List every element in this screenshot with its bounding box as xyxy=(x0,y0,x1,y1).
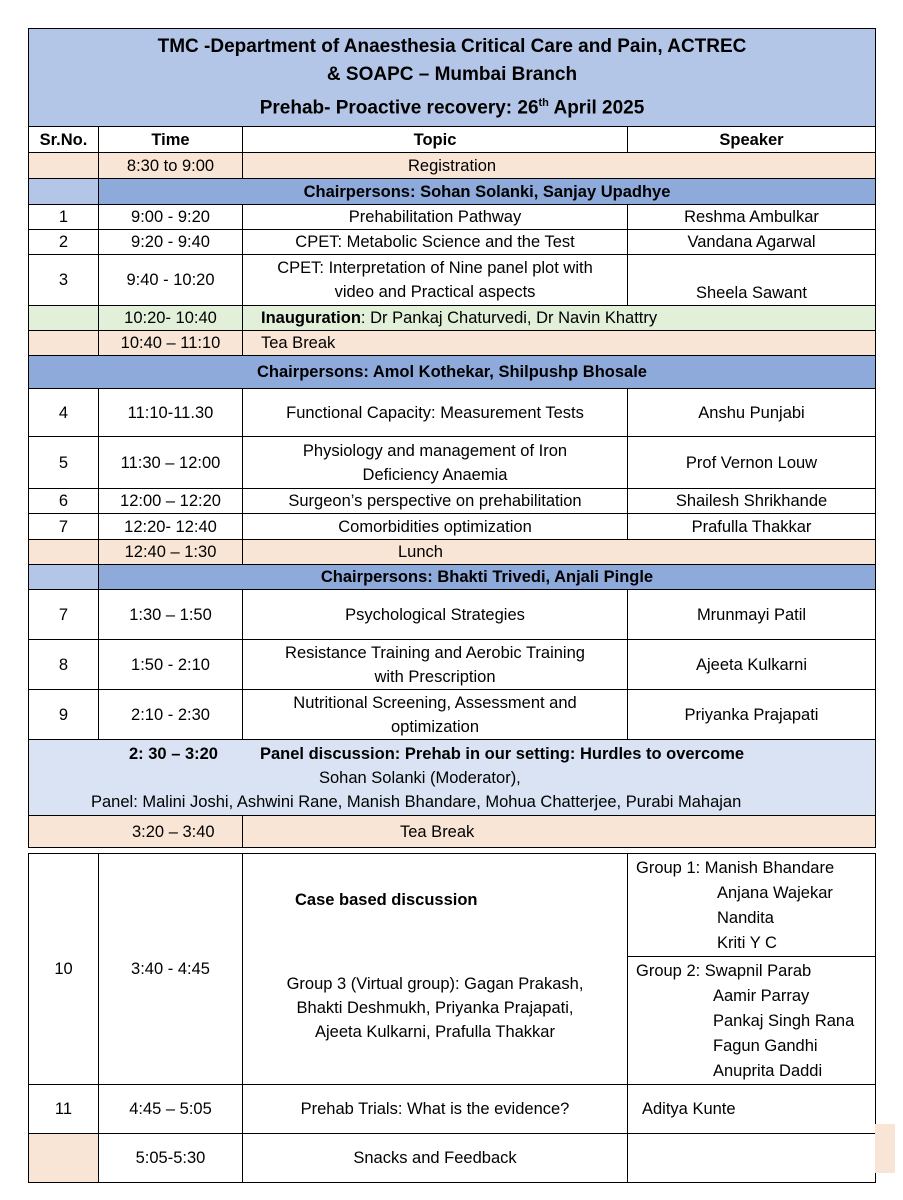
column-header-row xyxy=(29,127,876,153)
chairpersons-1: Chairpersons: Sohan Solanki, Sanjay Upadhye xyxy=(99,179,876,205)
lunch-time: 12:40 – 1:30 xyxy=(99,540,243,565)
table-row: 5 11:30 – 12:00 Physiology and management of Iron Deficiency Anaemia Prof Vernon Louw xyxy=(29,437,876,489)
tea-break-label: Tea Break xyxy=(243,331,876,356)
table-row: 7 1:30 – 1:50 Psychological Strategies Mrunmayi Patil xyxy=(29,590,876,640)
lunch-label: Lunch xyxy=(243,540,876,565)
snacks-row xyxy=(29,1134,876,1183)
group2: Group 2: Swapnil Parab Aamir Parray Pankaj Singh Rana Fagun Gandhi Anuprita Daddi xyxy=(628,957,876,1085)
snacks-time: 5:05-5:30 xyxy=(99,1134,243,1183)
panel-time: 2: 30 – 3:20 xyxy=(129,744,218,763)
table-row: 9 2:10 - 2:30 Nutritional Screening, Assessment and optimization Priyanka Prajapati xyxy=(29,690,876,740)
panel-discussion-row xyxy=(29,740,876,816)
table-row: 6 12:00 – 12:20 Surgeon’s perspective on prehabilitation Shailesh Shrikhande xyxy=(29,489,876,514)
registration-label: Registration xyxy=(243,153,876,179)
header-row xyxy=(29,29,876,127)
col-topic: Topic xyxy=(243,127,628,153)
case-topic: Case based discussion Group 3 (Virtual group): Gagan Prakash, Bhakti Deshmukh, Priyanka Prajapati, Ajeeta Kulkarni, Prafulla Thakkar xyxy=(243,854,628,1085)
case-row-group1 xyxy=(29,854,876,957)
case-title: Case based discussion xyxy=(295,891,478,910)
table-row: 11 4:45 – 5:05 Prehab Trials: What is the evidence? Aditya Kunte xyxy=(29,1085,876,1134)
panel-moderator: Sohan Solanki (Moderator), xyxy=(319,768,521,787)
table-row: 7 12:20- 12:40 Comorbidities optimization Prafulla Thakkar xyxy=(29,514,876,540)
inauguration-row xyxy=(29,306,876,331)
table-row: 1 9:00 - 9:20 Prehabilitation Pathway Reshma Ambulkar xyxy=(29,205,876,230)
tea-break-row xyxy=(29,331,876,356)
panel-title: Panel discussion: Prehab in our setting: Hurdles to overcome xyxy=(259,744,745,763)
table-row: 2 9:20 - 9:40 CPET: Metabolic Science and the Test Vandana Agarwal xyxy=(29,230,876,255)
chairpersons-3: Chairpersons: Bhakti Trivedi, Anjali Pingle xyxy=(99,565,876,590)
panel-discussion xyxy=(29,740,876,816)
chair-row-1 xyxy=(29,179,876,205)
panel-members: Panel: Malini Joshi, Ashwini Rane, Manish Bhandare, Mohua Chatterjee, Purabi Mahajan xyxy=(91,792,742,811)
programme-table xyxy=(28,28,876,1183)
col-srno: Sr.No. xyxy=(29,127,99,153)
case-sr: 10 xyxy=(29,854,99,1085)
chairpersons-2: Chairpersons: Amol Kothekar, Shilpushp Bhosale xyxy=(29,356,876,389)
col-time: Time xyxy=(99,127,243,153)
header-line1: TMC -Department of Anaesthesia Critical Care and Pain, ACTREC xyxy=(157,36,747,57)
lunch-row xyxy=(29,540,876,565)
programme-header xyxy=(29,29,876,127)
chair-row-3 xyxy=(29,565,876,590)
tea-break-2-label: Tea Break xyxy=(243,816,876,848)
inauguration-text: Inauguration: Dr Pankaj Chaturvedi, Dr Navin Khattry xyxy=(243,306,876,331)
tea-break-row-2 xyxy=(29,816,876,848)
table-row: 4 11:10-11.30 Functional Capacity: Measurement Tests Anshu Punjabi xyxy=(29,389,876,437)
chair-row-2 xyxy=(29,356,876,389)
case-time: 3:40 - 4:45 xyxy=(99,854,243,1085)
table-row: 8 1:50 - 2:10 Resistance Training and Aerobic Training with Prescription Ajeeta Kulkarni xyxy=(29,640,876,690)
col-speaker: Speaker xyxy=(628,127,876,153)
inauguration-time: 10:20- 10:40 xyxy=(99,306,243,331)
registration-time: 8:30 to 9:00 xyxy=(99,153,243,179)
group1: Group 1: Manish Bhandare Anjana Wajekar Nandita Kriti Y C xyxy=(628,854,876,957)
tea-break-2-time: 3:20 – 3:40 xyxy=(29,816,243,848)
table-row: 3 9:40 - 10:20 CPET: Interpretation of Nine panel plot with video and Practical aspects Sheela Sawant xyxy=(29,255,876,306)
header-line2: & SOAPC – Mumbai Branch xyxy=(326,64,578,85)
edge-shading xyxy=(875,1124,895,1173)
tea-break-time: 10:40 – 11:10 xyxy=(99,331,243,356)
snacks-label: Snacks and Feedback xyxy=(243,1134,628,1183)
header-line3: Prehab- Proactive recovery: 26th April 2025 xyxy=(259,97,645,119)
registration-row xyxy=(29,153,876,179)
